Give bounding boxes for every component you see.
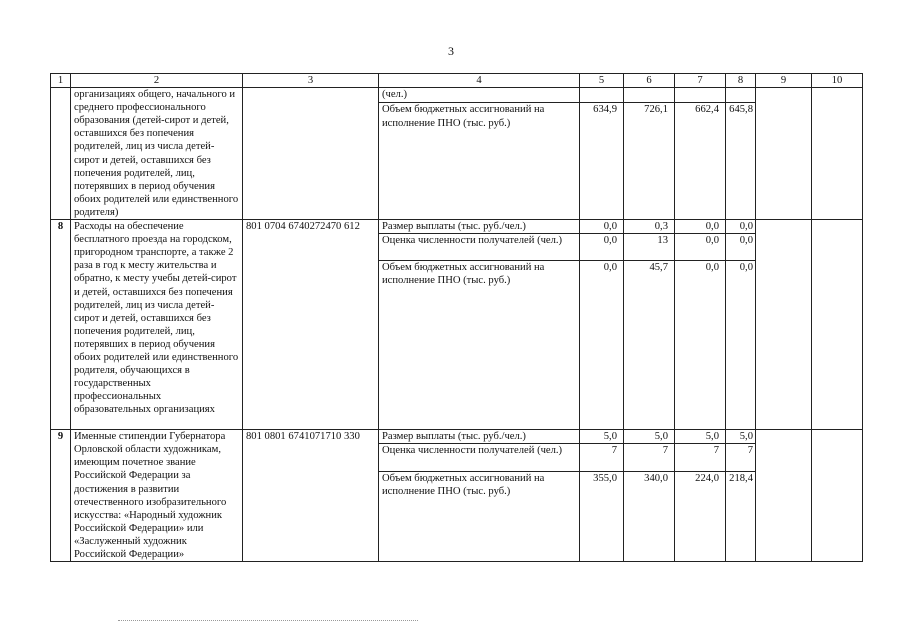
scan-artifact: [118, 620, 418, 622]
header-cell: 1: [51, 74, 71, 88]
value-cell: 13: [624, 234, 675, 261]
value-cell: 340,0: [624, 471, 675, 561]
row-number: [51, 88, 71, 220]
value-cell: [726, 88, 756, 103]
row-code: 801 0801 6741071710 330: [243, 430, 379, 562]
value-cell: 0,0: [675, 261, 726, 430]
value-cell: 7: [675, 444, 726, 471]
header-cell: 7: [675, 74, 726, 88]
value-cell: 0,0: [580, 220, 624, 234]
value-cell: 634,9: [580, 103, 624, 220]
indicator-label: (чел.): [379, 88, 580, 103]
value-cell: 5,0: [675, 430, 726, 444]
row-description: организациях общего, начального и среднего профессионального образования (детей-сирот и детей, оставшихся без попечения родителей, лиц из числа детей-сирот и детей, оставшихся без попечения родителей, лиц, потерявших в период обучения обоих родителей или единственного родителя): [71, 88, 243, 220]
value-cell: 7: [726, 444, 756, 471]
value-cell: 0,0: [675, 220, 726, 234]
header-row: [51, 74, 863, 88]
value-cell: 662,4: [675, 103, 726, 220]
value-cell: 5,0: [580, 430, 624, 444]
indicator-label: Размер выплаты (тыс. руб./чел.): [379, 220, 580, 234]
value-cell: 0,0: [580, 234, 624, 261]
value-cell: 5,0: [624, 430, 675, 444]
row-code: [243, 88, 379, 220]
table-row: [51, 88, 863, 103]
value-cell: [756, 220, 812, 430]
value-cell: [580, 88, 624, 103]
header-cell: 4: [379, 74, 580, 88]
value-cell: [624, 88, 675, 103]
header-cell: 6: [624, 74, 675, 88]
value-cell: 218,4: [726, 471, 756, 561]
value-cell: 45,7: [624, 261, 675, 430]
value-cell: 0,0: [726, 261, 756, 430]
header-cell: 2: [71, 74, 243, 88]
value-cell: 224,0: [675, 471, 726, 561]
indicator-label: Объем бюджетных ассигнований на исполнение ПНО (тыс. руб.): [379, 261, 580, 430]
indicator-label: Объем бюджетных ассигнований на исполнение ПНО (тыс. руб.): [379, 471, 580, 561]
indicator-label: Объем бюджетных ассигнований на исполнение ПНО (тыс. руб.): [379, 103, 580, 220]
page-number: 3: [448, 44, 454, 58]
row-number: 8: [51, 220, 71, 430]
value-cell: 0,0: [675, 234, 726, 261]
table-row: [51, 220, 863, 234]
value-cell: 0,0: [580, 261, 624, 430]
value-cell: 0,0: [726, 220, 756, 234]
value-cell: [756, 88, 812, 220]
indicator-label: Размер выплаты (тыс. руб./чел.): [379, 430, 580, 444]
header-cell: 3: [243, 74, 379, 88]
value-cell: [675, 88, 726, 103]
value-cell: [756, 430, 812, 562]
value-cell: 726,1: [624, 103, 675, 220]
row-description: Именные стипендии Губернатора Орловской области художникам, имеющим почетное звание Российской Федерации за достижения в развитии отечественного изобразительного искусства: «Народный художник Российской Федерации» или «Заслуженный художник Российской Федерации»: [71, 430, 243, 562]
value-cell: [812, 430, 863, 562]
indicator-label: Оценка численности получателей (чел.): [379, 444, 580, 471]
value-cell: 5,0: [726, 430, 756, 444]
value-cell: [812, 220, 863, 430]
header-cell: 5: [580, 74, 624, 88]
header-cell: 9: [756, 74, 812, 88]
row-number: 9: [51, 430, 71, 562]
value-cell: 0,3: [624, 220, 675, 234]
value-cell: [812, 88, 863, 220]
indicator-label: Оценка численности получателей (чел.): [379, 234, 580, 261]
header-cell: 8: [726, 74, 756, 88]
value-cell: 0,0: [726, 234, 756, 261]
table-row: [51, 430, 863, 444]
value-cell: 645,8: [726, 103, 756, 220]
value-cell: 7: [580, 444, 624, 471]
header-cell: 10: [812, 74, 863, 88]
budget-table: [50, 73, 863, 562]
value-cell: 355,0: [580, 471, 624, 561]
value-cell: 7: [624, 444, 675, 471]
row-code: 801 0704 6740272470 612: [243, 220, 379, 430]
row-description: Расходы на обеспечение бесплатного проезда на городском, пригородном транспорте, а также 2 раза в год к месту жительства и обратно, к месту учебы детей-сирот и детей, оставшихся без попечения родителей, лиц из числа детей-сирот и детей, оставшихся без попечения родителей, лиц, потерявших в период обучения обоих родителей или единственного родителя, обучающихся в государственных профессиональных образовательных организациях: [71, 220, 243, 430]
